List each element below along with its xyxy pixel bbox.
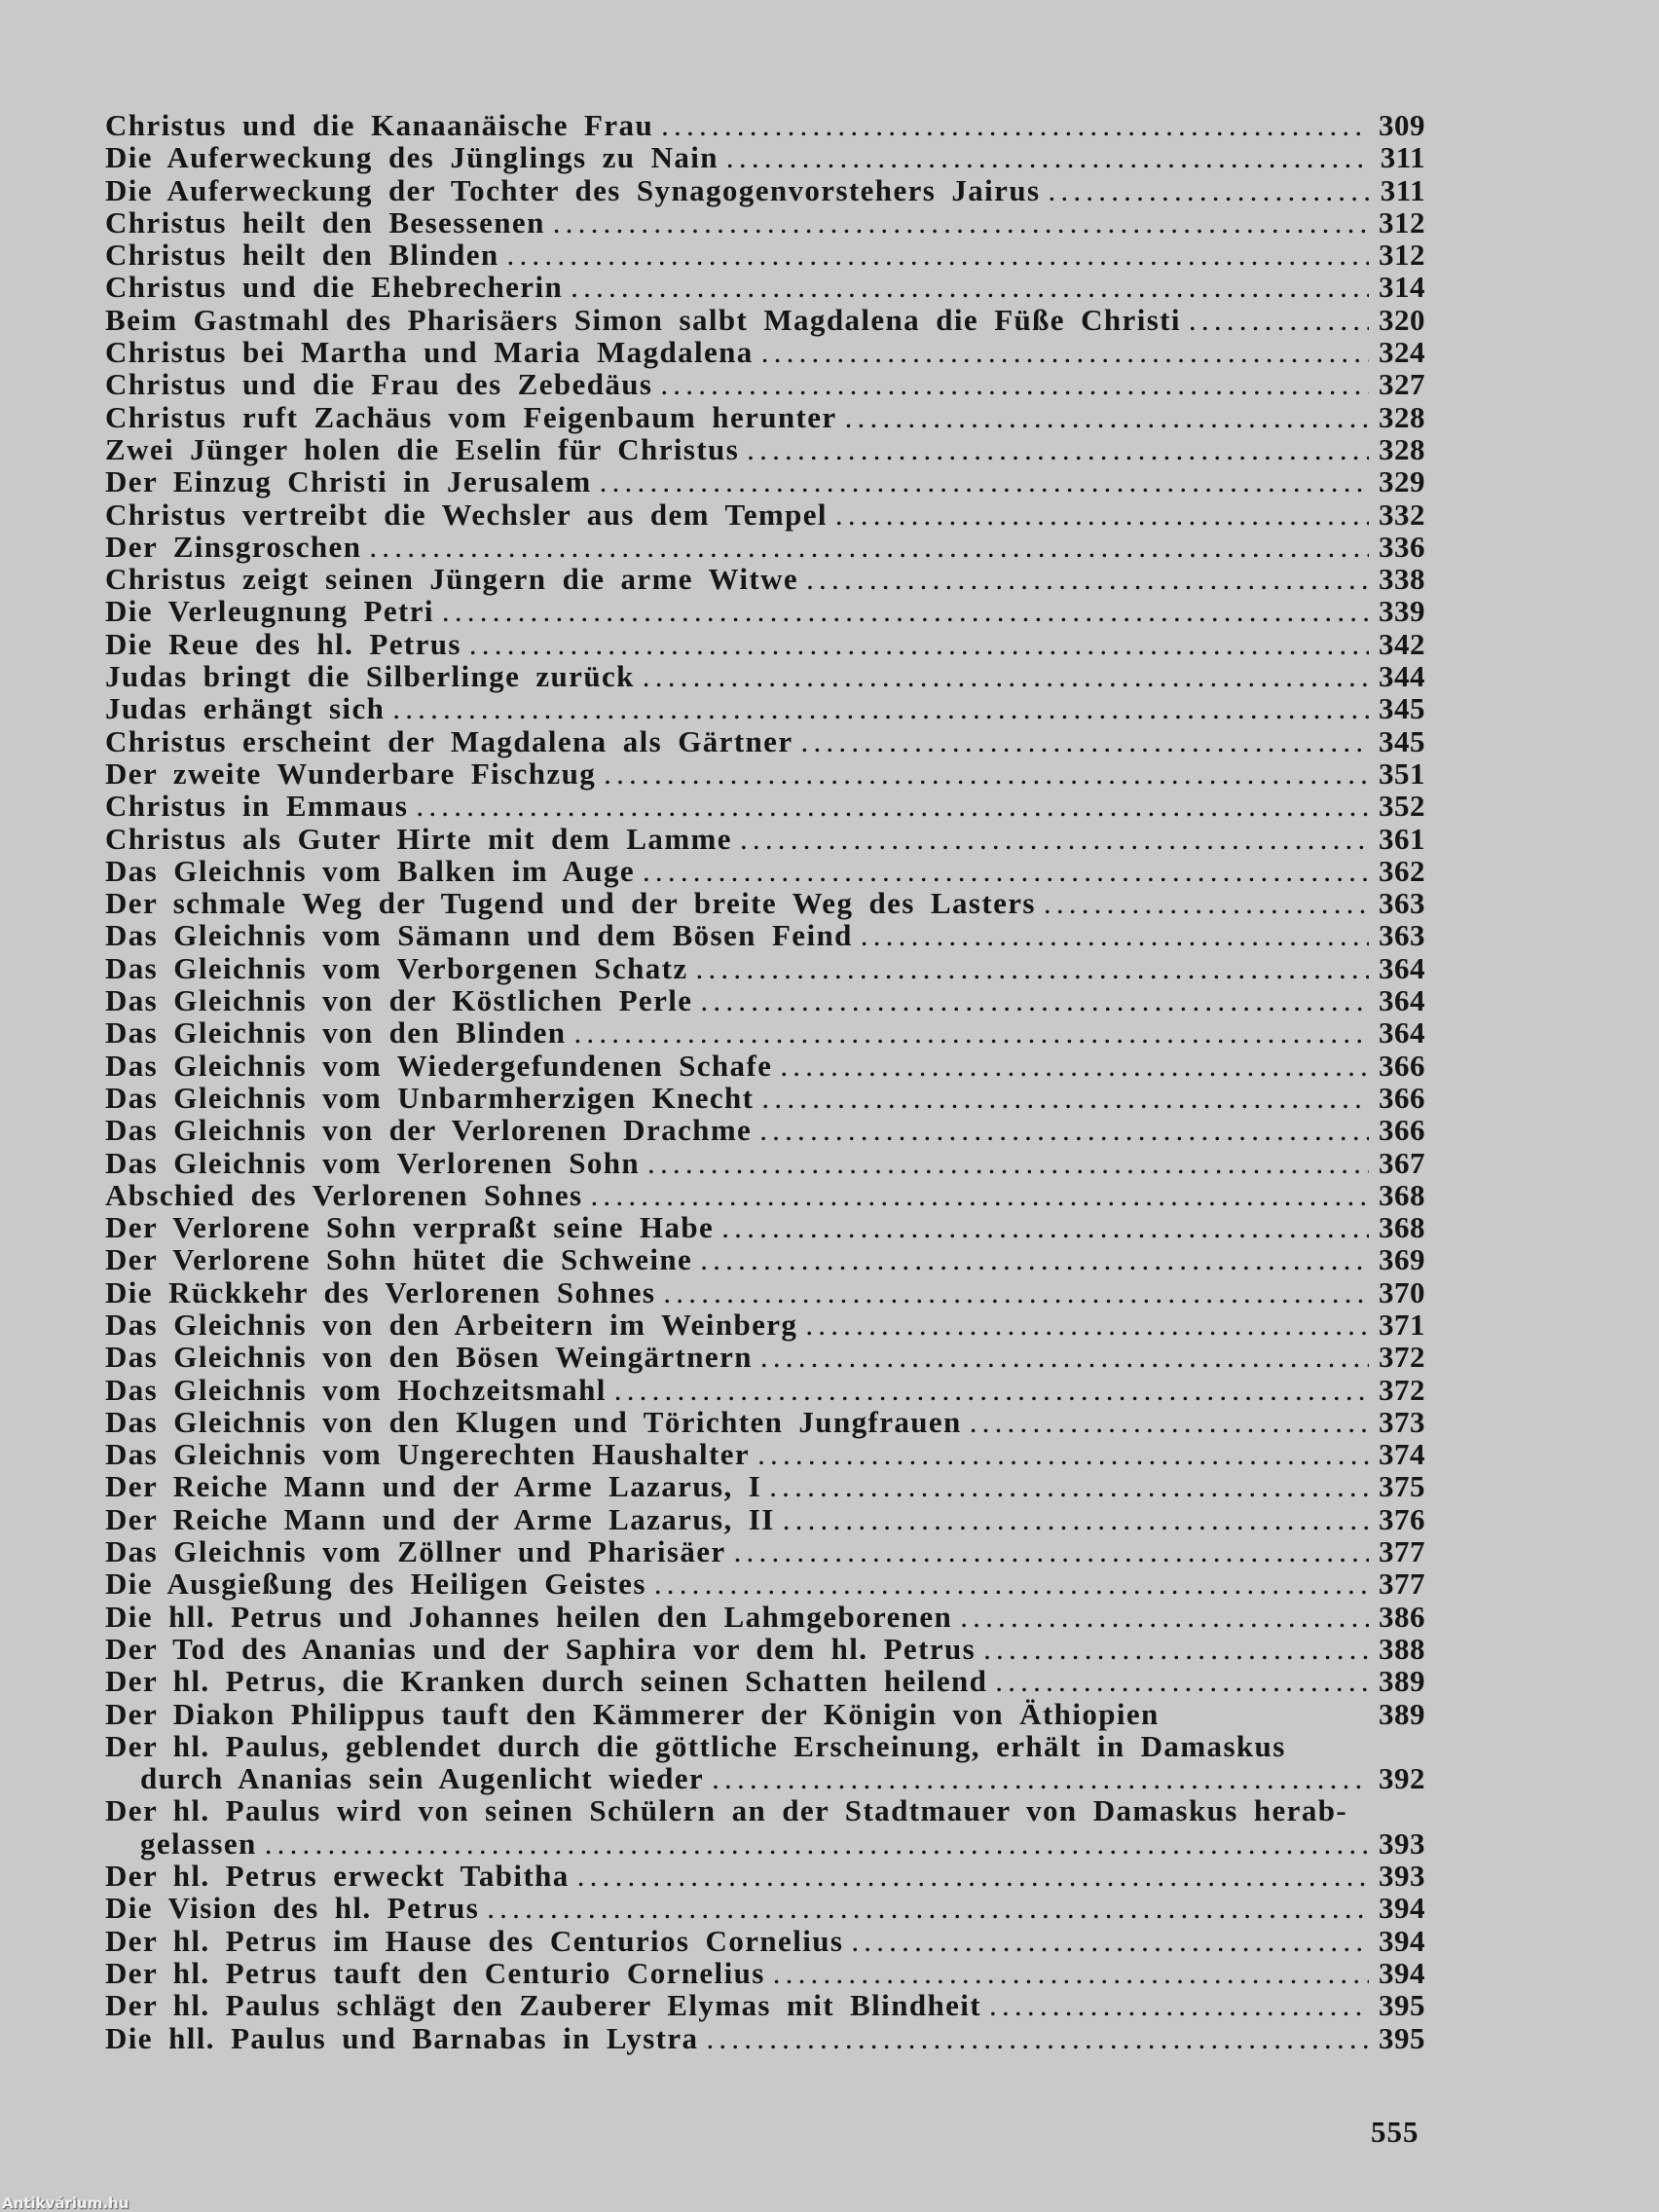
dot-leader [566,1016,1369,1049]
entry-page-number: 377 [1379,1567,1425,1602]
toc-entry-line [105,498,1425,531]
dot-leader [765,1957,1369,1989]
entry-title: Das Gleichnis vom Ungerechten Haushalter [105,1437,751,1472]
dot-leader [698,2022,1369,2054]
toc-entry-line [105,757,1425,790]
entry-title: Christus ruft Zachäus vom Feigenbaum herunter [105,399,837,434]
dot-leader [592,465,1369,498]
entry-title: Der hl. Paulus, geblendet durch die göttliche Erscheinung, erhält in Damaskus [105,1728,1286,1763]
dot-leader [754,1082,1369,1114]
toc-entry-line [105,1698,1425,1730]
toc-entry-line [105,1794,1425,1826]
dot-leader [688,952,1369,984]
entry-page-number: 311 [1380,172,1425,207]
dot-leader [704,1762,1369,1794]
entry-page-number: 389 [1379,1664,1425,1699]
entry-page-number: 361 [1379,821,1425,856]
toc-entry-line [105,1050,1425,1082]
entry-title: Die Auferweckung der Tochter des Synagogenvorstehers Jairus [105,172,1041,207]
entry-title: Der hl. Petrus, die Kranken durch seinen Schatten heilend [105,1664,988,1699]
entry-page-number: 364 [1379,983,1425,1018]
entry-page-number: 309 [1379,108,1425,142]
entry-page-number: 312 [1379,238,1425,273]
entry-title: Der Tod des Ananias und der Saphira vor dem hl. Petrus [105,1631,977,1666]
dot-leader [596,757,1369,790]
entry-title: Judas erhängt sich [105,691,386,726]
toc-entry-line [105,790,1425,822]
dot-leader [652,368,1369,400]
entry-title: Der Einzug Christi in Jerusalem [105,464,592,499]
entry-page-number: 345 [1379,723,1425,758]
entry-page-number: 366 [1379,1048,1425,1083]
entry-title: Das Gleichnis vom Balken im Auge [105,853,635,888]
entry-title: Die Rückkehr des Verlorenen Sohnes [105,1274,656,1309]
entry-page-number: 374 [1379,1437,1425,1472]
entry-page-number: 339 [1379,594,1425,629]
dot-leader [793,725,1369,757]
dot-leader [1040,174,1369,206]
dot-leader [1036,887,1369,919]
dot-leader [962,1406,1369,1438]
entry-page-number: 375 [1379,1469,1425,1504]
entry-title: Beim Gastmahl des Pharisäers Simon salbt Magdalena die Füße Christi [105,302,1181,337]
entry-page-number: 372 [1379,1340,1425,1375]
dot-leader [843,1925,1369,1957]
dot-leader [635,660,1369,692]
toc-entry-line [105,1925,1425,1957]
toc-entry-line [105,1374,1425,1406]
entry-page-number: 320 [1379,302,1425,337]
entry-title: Das Gleichnis vom Unbarmherzigen Knecht [105,1080,755,1115]
entry-page-number: 351 [1379,756,1425,791]
entry-page-number: 370 [1379,1274,1425,1309]
entry-title: Die Verleugnung Petri [105,594,434,629]
toc-entry-line [105,855,1425,887]
entry-title: Die hll. Paulus und Barnabas in Lystra [105,2020,699,2055]
toc-entry-line [105,1762,1425,1794]
entry-page-number: 311 [1380,140,1425,175]
toc-entry-line [105,919,1425,951]
entry-title: Das Gleichnis vom Zöllner und Pharisäer [105,1534,726,1569]
toc-entry-line [105,1179,1425,1211]
toc-entry-line [105,304,1425,336]
dot-leader [479,1892,1369,1924]
dot-leader [754,336,1369,368]
entry-title: Das Gleichnis von den Bösen Weingärtnern [105,1340,753,1375]
entry-title: Der schmale Weg der Tugend und der breite Weg des Lasters [105,886,1036,921]
entry-page-number: 324 [1379,335,1425,370]
dot-leader [761,1470,1369,1502]
entry-title: Die Ausgießung des Heiligen Geistes [105,1567,646,1602]
toc-entry-line [105,984,1425,1016]
dot-leader [361,531,1369,563]
dot-leader [976,1633,1369,1665]
entry-title: Der Zinsgroschen [105,529,362,564]
dot-leader [545,206,1369,239]
dot-leader [828,498,1369,531]
entry-title: Der hl. Paulus schlägt den Zauberer Elymas mit Blindheit [105,1988,982,2023]
dot-leader [987,1665,1369,1697]
watermark: Antikvárium.hu [2,2194,129,2212]
entry-page-number: 368 [1379,1177,1425,1212]
dot-leader [719,141,1369,173]
toc-entry-line [105,563,1425,595]
dot-leader [952,1601,1369,1633]
entry-page-number: 314 [1379,270,1425,305]
entry-title: Die Vision des hl. Petrus [105,1891,480,1926]
entry-title: Christus heilt den Blinden [105,238,499,273]
dot-leader [797,1309,1369,1341]
entry-page-number: 394 [1379,1955,1425,1990]
dot-leader [753,1341,1369,1373]
toc-entry-line [105,109,1425,141]
entry-title: Zwei Jünger holen die Eselin für Christus [105,431,740,466]
entry-page-number: 327 [1379,367,1425,402]
entry-title: Der hl. Petrus im Hause des Centurios Cornelius [105,1923,844,1958]
toc-entry-line [105,1827,1425,1860]
entry-title: Judas bringt die Silberlinge zurück [105,659,635,694]
toc-entry-line [105,1633,1425,1665]
entry-page-number: 352 [1379,789,1425,824]
entry-title: Der Diakon Philippus tauft den Kämmerer der Königin von Äthiopien [105,1696,1160,1731]
entry-title: Der zweite Wunderbare Fischzug [105,756,597,791]
dot-leader [1181,304,1369,336]
entry-page-number: 369 [1379,1242,1425,1277]
entry-title: Christus zeigt seinen Jüngern die arme Witwe [105,562,799,597]
entry-title: Der hl. Petrus erweckt Tabitha [105,1859,570,1894]
dot-leader [752,1114,1369,1146]
toc-entry-line [105,1016,1425,1049]
entry-page-number: 364 [1379,1015,1425,1051]
toc-entry-line [105,1341,1425,1373]
dot-leader [714,1211,1369,1243]
entry-page-number: 336 [1379,529,1425,564]
entry-title: Christus in Emmaus [105,789,409,824]
toc-entry-line [105,1730,1425,1762]
entry-page-number: 386 [1379,1599,1425,1634]
entry-page-number: 344 [1379,659,1425,694]
entry-page-number: 342 [1379,626,1425,661]
dot-leader [739,433,1369,465]
entry-title: Das Gleichnis von der Verlorenen Drachme [105,1113,753,1148]
entry-title: Der Reiche Mann und der Arme Lazarus, II [105,1501,775,1536]
toc-entry-line [105,1567,1425,1600]
dot-leader [607,1374,1369,1406]
entry-page-number: 329 [1379,464,1425,499]
entry-page-number: 395 [1379,1988,1425,2023]
entry-page-number: 392 [1379,1761,1425,1796]
table-of-contents [105,109,1425,2054]
dot-leader [563,271,1369,303]
entry-title: Christus heilt den Besessenen [105,204,545,240]
dot-leader [257,1827,1369,1860]
entry-title: durch Ananias sein Augenlicht wieder [140,1761,705,1796]
entry-page-number: 345 [1379,691,1425,726]
dot-leader [640,1147,1369,1179]
entry-page-number: 394 [1379,1891,1425,1926]
entry-page-number: 312 [1379,204,1425,240]
toc-entry-line [105,336,1425,368]
toc-entry-line [105,401,1425,433]
dot-leader [732,823,1369,855]
toc-entry-line [105,1309,1425,1341]
entry-title: Christus und die Ehebrecherin [105,270,564,305]
entry-page-number: 394 [1379,1923,1425,1958]
toc-entry-line [105,1989,1425,2021]
dot-leader [750,1438,1369,1470]
entry-title: Das Gleichnis von den Arbeitern im Weinberg [105,1307,798,1342]
entry-title: Das Gleichnis vom Hochzeitsmahl [105,1372,607,1407]
entry-page-number: 393 [1379,1859,1425,1894]
dot-leader [853,919,1369,951]
toc-entry-line [105,368,1425,400]
entry-title: Das Gleichnis von der Köstlichen Perle [105,983,693,1018]
entry-title: Christus und die Kanaanäische Frau [105,108,654,142]
entry-page-number: 366 [1379,1080,1425,1115]
entry-title: Der Verlorene Sohn verpraßt seine Habe [105,1210,715,1245]
entry-page-number: 395 [1379,2020,1425,2055]
toc-entry-line [105,952,1425,984]
toc-entry-line [105,1503,1425,1535]
dot-leader [434,595,1369,627]
entry-title: Christus als Guter Hirte mit dem Lamme [105,821,732,856]
entry-title: Das Gleichnis von den Klugen und Törichten Jungfrauen [105,1404,962,1439]
dot-leader [385,692,1369,724]
entry-title: Christus vertreibt die Wechsler aus dem Tempel [105,497,828,532]
dot-leader [981,1989,1369,2021]
dot-leader [635,855,1369,887]
dot-leader [692,1243,1369,1275]
entry-page-number: 377 [1379,1534,1425,1569]
dot-leader [772,1050,1369,1082]
entry-page-number: 389 [1379,1696,1425,1731]
toc-entry-line [105,1276,1425,1309]
entry-title: Der Reiche Mann und der Arme Lazarus, I [105,1469,762,1504]
entry-title: Der Verlorene Sohn hütet die Schweine [105,1242,693,1277]
dot-leader [692,984,1369,1016]
entry-page-number: 373 [1379,1404,1425,1439]
dot-leader [646,1567,1369,1600]
entry-title: Christus und die Frau des Zebedäus [105,367,653,402]
entry-page-number: 393 [1379,1825,1425,1861]
entry-page-number: 363 [1379,886,1425,921]
toc-entry-line [105,1665,1425,1697]
entry-page-number: 364 [1379,950,1425,985]
entry-title: Das Gleichnis vom Sämann und dem Bösen Feind [105,918,853,953]
entry-title: Die Auferweckung des Jünglings zu Nain [105,140,719,175]
toc-entry-line [105,206,1425,239]
entry-page-number: 332 [1379,497,1425,532]
toc-entry-line [105,692,1425,724]
dot-leader [582,1179,1369,1211]
entry-title: gelassen [140,1825,257,1861]
toc-entry-line [105,465,1425,498]
toc-entry-line [105,1211,1425,1243]
toc-entry-line [105,1114,1425,1146]
entry-page-number: 328 [1379,431,1425,466]
entry-title: Christus bei Martha und Maria Magdalena [105,335,754,370]
toc-entry-line [105,1470,1425,1502]
entry-page-number: 371 [1379,1307,1425,1342]
entry-title: Christus erscheint der Magdalena als Gärtner [105,723,793,758]
toc-entry-line [105,239,1425,271]
entry-page-number: 367 [1379,1145,1425,1180]
entry-title: Die Reue des hl. Petrus [105,626,461,661]
dot-leader [726,1535,1369,1567]
entry-title: Das Gleichnis vom Verlorenen Sohn [105,1145,641,1180]
toc-entry-line [105,1406,1425,1438]
dot-leader [775,1503,1369,1535]
toc-entry-line [105,1438,1425,1470]
entry-page-number: 363 [1379,918,1425,953]
entry-page-number: 372 [1379,1372,1425,1407]
toc-entry-line [105,823,1425,855]
toc-entry-line [105,141,1425,173]
toc-entry-line [105,1535,1425,1567]
toc-entry-line [105,271,1425,303]
entry-title: Der hl. Petrus tauft den Centurio Cornelius [105,1955,765,1990]
entry-page-number: 376 [1379,1501,1425,1536]
entry-title: Das Gleichnis vom Wiedergefundenen Schafe [105,1048,773,1083]
toc-entry-line [105,887,1425,919]
dot-leader [837,401,1369,433]
entry-title: Abschied des Verlorenen Sohnes [105,1177,583,1212]
entry-page-number: 366 [1379,1113,1425,1148]
dot-leader [653,109,1369,141]
dot-leader [499,239,1369,271]
toc-entry-line [105,628,1425,660]
toc-entry-line [105,1860,1425,1892]
dot-leader [655,1276,1369,1309]
entry-page-number: 368 [1379,1210,1425,1245]
entry-title: Das Gleichnis vom Verborgenen Schatz [105,950,688,985]
page-number: 555 [1371,2115,1419,2149]
toc-entry-line [105,595,1425,627]
toc-entry-line [105,1243,1425,1275]
entry-page-number: 388 [1379,1631,1425,1666]
dot-leader [798,563,1369,595]
toc-entry-line [105,1892,1425,1924]
toc-entry-line [105,531,1425,563]
toc-entry-line [105,1957,1425,1989]
toc-entry-line [105,660,1425,692]
entry-page-number: 338 [1379,562,1425,597]
toc-entry-line [105,725,1425,757]
dot-leader [408,790,1369,822]
toc-entry-line [105,1147,1425,1179]
dot-leader [570,1860,1369,1892]
entry-page-number: 328 [1379,399,1425,434]
entry-page-number: 362 [1379,853,1425,888]
toc-entry-line [105,433,1425,465]
entry-title: Die hll. Petrus und Johannes heilen den Lahmgeborenen [105,1599,953,1634]
toc-entry-line [105,2022,1425,2054]
toc-entry-line [105,1601,1425,1633]
entry-title: Der hl. Paulus wird von seinen Schülern an der Stadtmauer von Damaskus herab- [105,1793,1348,1828]
entry-title: Das Gleichnis von den Blinden [105,1015,567,1051]
toc-entry-line [105,1082,1425,1114]
dot-leader [461,628,1369,660]
toc-entry-line [105,174,1425,206]
